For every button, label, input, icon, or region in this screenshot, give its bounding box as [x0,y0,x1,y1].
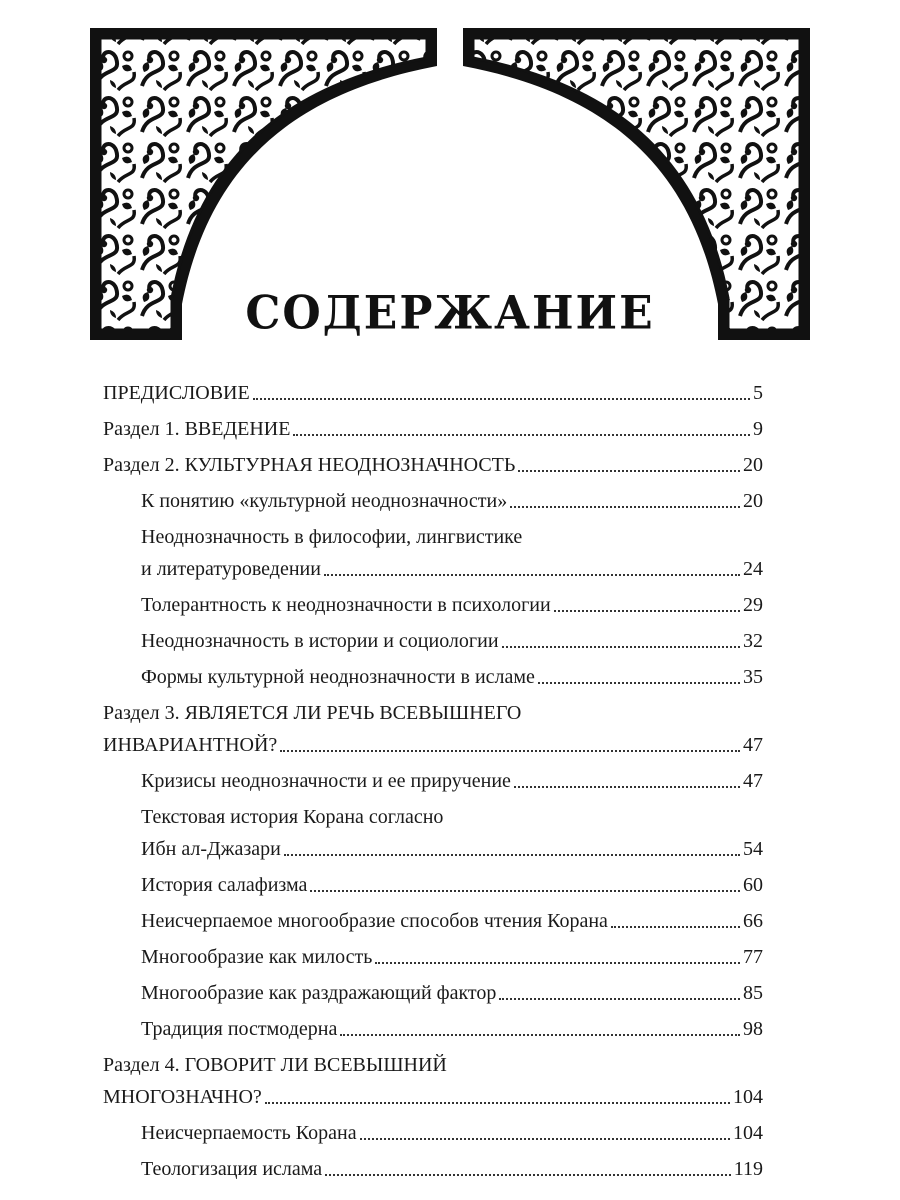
toc-page-number: 119 [733,1158,763,1180]
toc-entry-label: Формы культурной неоднозначности в исламе [141,666,535,688]
toc-subentry[interactable] [103,1017,763,1041]
toc-leader [611,926,740,928]
toc-subentry[interactable] [103,629,763,653]
toc-subentry[interactable] [103,805,763,861]
toc-entry[interactable] [103,381,763,405]
toc-subentry[interactable] [103,769,763,793]
toc-entry[interactable] [103,417,763,441]
toc-leader [502,646,740,648]
toc-entry-label: МНОГОЗНАЧНО? [103,1086,262,1108]
toc-leader [284,854,740,856]
toc-entry-label-line1: Текстовая история Корана согласно [141,806,444,828]
toc-entry[interactable] [103,453,763,477]
toc-page-number: 98 [743,1018,763,1040]
toc-page-number: 60 [743,874,763,896]
toc-entry-label: Раздел 2. КУЛЬТУРНАЯ НЕОДНОЗНАЧНОСТЬ [103,454,516,476]
toc-page-number: 104 [733,1122,763,1144]
toc-page-number: 77 [743,946,763,968]
toc-leader [253,398,750,400]
toc-entry-label: К понятию «культурной неоднозначности» [141,490,508,512]
toc-leader [280,750,740,752]
toc-entry-label: Многообразие как милость [141,946,373,968]
toc-entry-label: ПРЕДИСЛОВИЕ [103,382,250,404]
toc-entry-label: Неоднозначность в истории и социологии [141,630,499,652]
toc-entry-label-line1: Раздел 3. ЯВЛЯЕТСЯ ЛИ РЕЧЬ ВСЕВЫШНЕГО [103,702,522,724]
toc-entry[interactable] [103,701,763,757]
toc-entry-label-line1: Неоднозначность в философии, лингвистике [141,526,523,548]
toc-subentry[interactable] [103,1121,763,1145]
toc-page-number: 47 [743,770,763,792]
toc-entry-label-line1: Раздел 4. ГОВОРИТ ЛИ ВСЕВЫШНИЙ [103,1054,447,1076]
page-title: СОДЕРЖАНИЕ [245,286,655,341]
toc-page-number: 24 [743,558,763,580]
toc-entry-label: Традиция постмодерна [141,1018,338,1040]
toc-entry-label: Неисчерпаемое многообразие способов чтения Корана [141,910,608,932]
toc-entry-label: и литературоведении [141,558,321,580]
toc-page-number: 20 [743,490,763,512]
toc-page-number: 66 [743,910,763,932]
toc-leader [518,470,740,472]
toc-leader [499,998,740,1000]
toc-subentry[interactable] [103,1157,763,1181]
toc-page-number: 35 [743,666,763,688]
toc-entry-label: Раздел 1. ВВЕДЕНИЕ [103,418,291,440]
toc-leader [310,890,740,892]
toc-entry-label: Многообразие как раздражающий фактор [141,982,497,1004]
toc-entry[interactable] [103,1053,763,1109]
toc-entry-label: Ибн ал-Джазари [141,838,281,860]
toc-subentry[interactable] [103,873,763,897]
toc-leader [293,434,750,436]
toc-subentry[interactable] [103,525,763,581]
toc-page-number: 5 [753,382,763,404]
toc-entry-label: Толерантность к неоднозначности в психологии [141,594,551,616]
toc-leader [324,574,740,576]
toc-subentry[interactable] [103,665,763,689]
toc-leader [554,610,740,612]
toc-leader [375,962,740,964]
toc-page-number: 20 [743,454,763,476]
toc-entry-label: Неисчерпаемость Корана [141,1122,357,1144]
toc-page-number: 29 [743,594,763,616]
toc-page-number: 32 [743,630,763,652]
toc-subentry[interactable] [103,981,763,1005]
toc-entry-label: ИНВАРИАНТНОЙ? [103,734,278,756]
table-of-contents [103,381,763,1193]
toc-leader [265,1102,730,1104]
toc-leader [360,1138,730,1140]
toc-page-number: 104 [733,1086,763,1108]
toc-page-number: 85 [743,982,763,1004]
toc-page-number: 47 [743,734,763,756]
toc-leader [325,1174,731,1176]
toc-page-number: 9 [753,418,763,440]
toc-entry-label: Теологизация ислама [141,1158,323,1180]
toc-leader [340,1034,740,1036]
toc-page-number: 54 [743,838,763,860]
toc-leader [510,506,740,508]
toc-subentry[interactable] [103,909,763,933]
toc-entry-label: Кризисы неоднозначности и ее приручение [141,770,511,792]
toc-subentry[interactable] [103,593,763,617]
toc-leader [538,682,740,684]
toc-subentry[interactable] [103,945,763,969]
toc-leader [514,786,740,788]
toc-entry-label: История салафизма [141,874,308,896]
toc-subentry[interactable] [103,489,763,513]
